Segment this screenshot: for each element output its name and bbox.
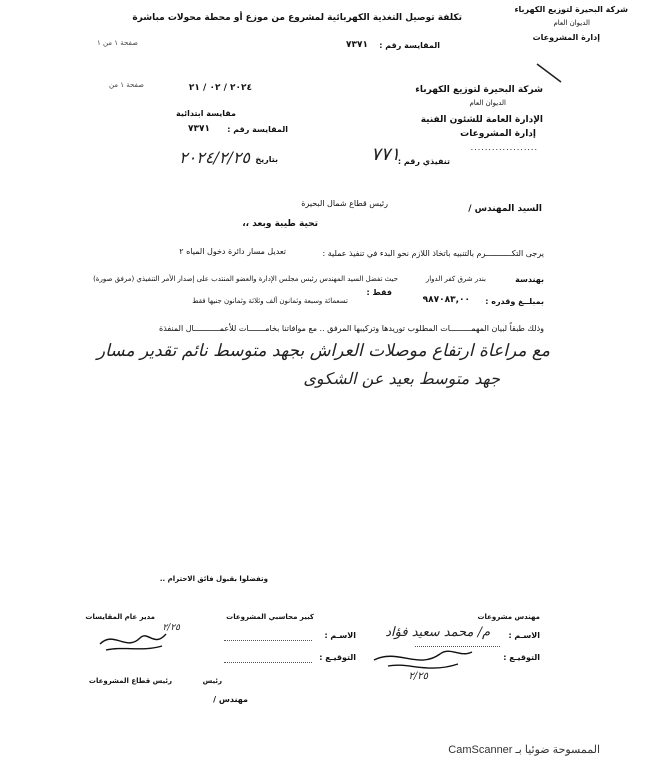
accountant-name-label: الاسـم : (324, 631, 356, 640)
exec-date-value: ٢٠٢٤/٢/٢٥ (179, 148, 250, 167)
top-dept: إدارة المشروعات (532, 33, 600, 42)
exec-date-label: بتاريخ (255, 155, 278, 164)
top-office: الديوان العام (553, 19, 590, 27)
letter-admin-technical: الإدارة العامة للشئون الفنية (420, 115, 543, 125)
letter-date: ٢٠٢٤ / ٠٢ / ٢١ (188, 83, 252, 93)
sector-head-title: رئيس قطاع المشروعات (88, 677, 172, 685)
pen-mark-icon (535, 62, 565, 86)
sector-head-engineer: مهندس / (213, 695, 248, 704)
letter-dots: ................... (470, 143, 538, 152)
request-value: تعديل مسار دائرة دخول المياه ٢ (179, 247, 286, 256)
contract-number-value: ٧٣٧١ (188, 124, 210, 134)
greeting: تحية طيبة وبعد ،، (242, 219, 318, 229)
accountant-name-line (224, 640, 312, 641)
exec-number-value: ٧٧١ (370, 144, 400, 165)
top-contract-label: المقايسة رقم : (379, 41, 440, 50)
initial-contract-label: مقايسة ابتدائية (176, 109, 236, 118)
chief-accountant-title: كبير محاسبي المشروعات (226, 613, 314, 621)
handwritten-note-line-1: مع مراعاة ارتفاع موصلات العراش بجهد متوسط نائم تقدير مسار (96, 341, 550, 361)
where-text: حيث تفضل السيد المهندس رئيس مجلس الإدارة والعضو المنتدب على إصدار الأمر التنفيذي (مرفق صورة) (93, 275, 398, 283)
engineer-name-value: م/ محمد سعيد فؤاد (385, 625, 490, 640)
amount-only-label: فقط : (366, 288, 392, 297)
letter-page-number: صفحة ١ من (108, 81, 144, 89)
exec-number-label: تنفيذي رقم : (397, 157, 450, 166)
amount-value: ٩٨٧٠٨٣,٠٠ (422, 295, 470, 305)
accountant-signature-label: التوقيـع : (319, 653, 356, 662)
manager-signature-date: ٢/٢٥ (162, 623, 180, 633)
engineer-signature-date: ٢/٢٥ (408, 671, 428, 682)
head-label: رئيس (202, 677, 222, 685)
closing-text: وتفضلوا بقبول فائق الاحترام .. (159, 575, 268, 583)
letter-admin-projects: إدارة المشروعات (460, 129, 536, 139)
general-manager-title: مدير عام المقايسات (85, 613, 155, 621)
contract-number-label: المقايسة رقم : (227, 125, 288, 134)
handwritten-note-line-2: جهد متوسط بعيد عن الشكوى (303, 369, 500, 388)
request-label: يرجى التكـــــــــــرم بالتنبيه باتخاذ اللازم نحو البدء في تنفيذ عملية : (322, 249, 544, 258)
top-contract-number: ٧٣٧١ (346, 40, 368, 50)
accountant-signature-line (224, 662, 312, 663)
engineer-signature-label: التوقيـع : (503, 653, 540, 662)
addressee-label: السيد المهندس / (468, 204, 542, 214)
letter-office: الديوان العام (469, 99, 506, 107)
amount-words: تسعمائة وسبعة وثمانون ألف وثلاثة وثمانون جنيها فقط (192, 297, 348, 305)
letter-company-name: شركة البحيرة لتوزيع الكهرباء (415, 85, 543, 95)
top-page-number: صفحة ١ من ١ (96, 39, 138, 47)
project-engineer-title: مهندس مشروعات (477, 613, 540, 621)
camscanner-watermark: الممسوحة ضوئيا بـ CamScanner (448, 744, 600, 756)
engineer-name-label: الاسـم : (508, 631, 540, 640)
area-label: بهندسة (515, 275, 544, 284)
top-company-name: شركة البحيرة لتوزيع الكهرباء (514, 5, 628, 14)
addressee-name: رئيس قطاع شمال البحيرة (301, 199, 388, 208)
note-text: وذلك طبقاً لبيان المهمـــــــــات المطلوب توريدها وتركيبها المرفق .. مع موافاتنا بخامـــــــات للأعمـــــــــــال المنفذة (159, 324, 544, 333)
top-title: تكلفة توصيل التغذية الكهربائية لمشروع من موزع أو محطة محولات مباشرة (132, 13, 462, 23)
amount-label: بمبلــغ وقدره : (485, 297, 544, 306)
area-value: بندر شرق كفر الدوار (425, 275, 486, 283)
